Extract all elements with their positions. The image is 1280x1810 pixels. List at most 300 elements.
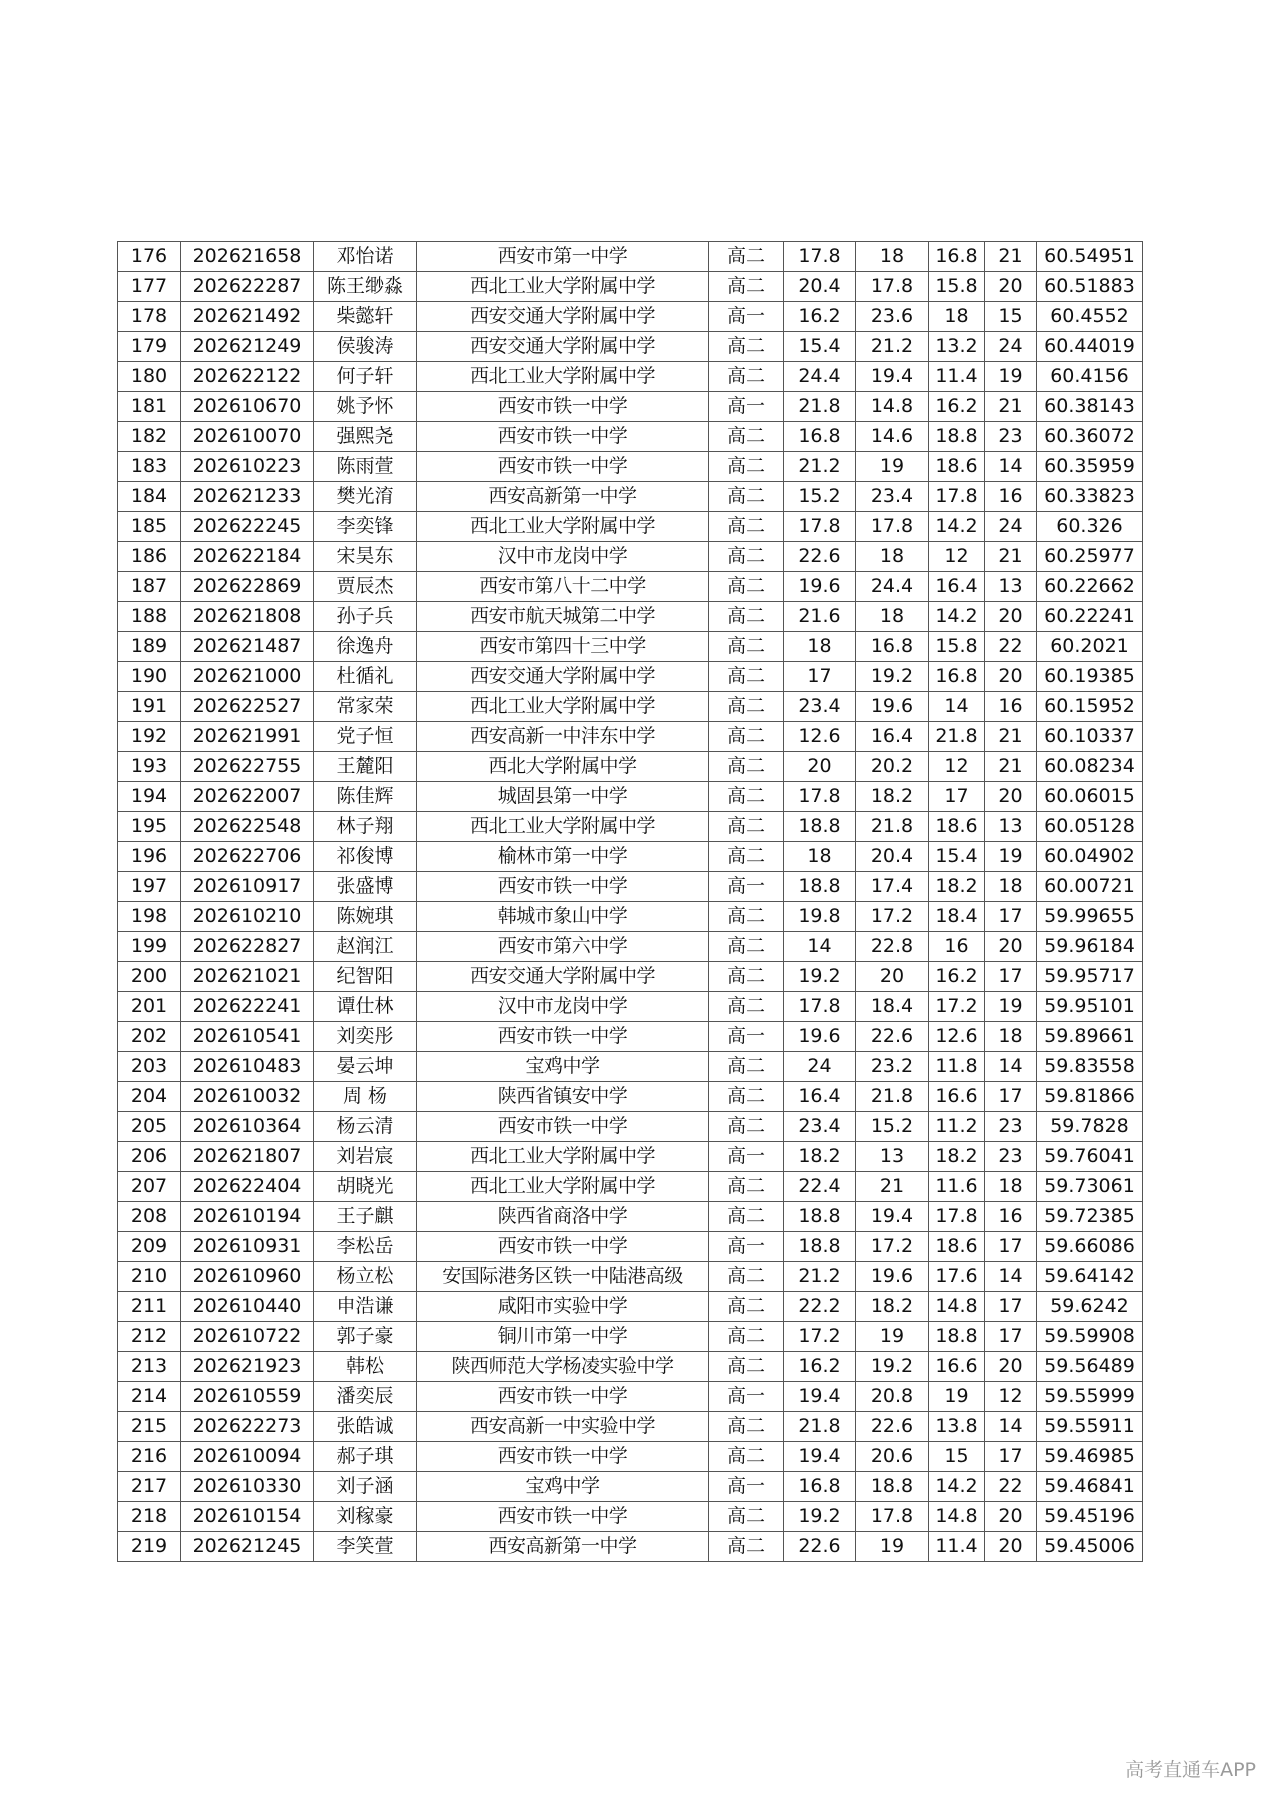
- score-4-cell: 21: [985, 392, 1037, 422]
- total-score-cell: 60.06015: [1037, 782, 1143, 812]
- score-3-cell: 19: [929, 1382, 985, 1412]
- score-3-cell: 18.6: [929, 1232, 985, 1262]
- score-2-cell: 18.4: [856, 992, 929, 1022]
- table-row: [118, 542, 1143, 572]
- total-score-cell: 59.72385: [1037, 1202, 1143, 1232]
- table-row: [118, 482, 1143, 512]
- total-score-cell: 59.66086: [1037, 1232, 1143, 1262]
- school-cell: 汉中市龙岗中学: [417, 542, 709, 572]
- rank-cell: 190: [118, 662, 181, 692]
- score-4-cell: 21: [985, 722, 1037, 752]
- score-2-cell: 16.8: [856, 632, 929, 662]
- score-2-cell: 14.8: [856, 392, 929, 422]
- total-score-cell: 59.64142: [1037, 1262, 1143, 1292]
- rank-cell: 210: [118, 1262, 181, 1292]
- score-3-cell: 16.6: [929, 1352, 985, 1382]
- total-score-cell: 60.36072: [1037, 422, 1143, 452]
- rank-cell: 195: [118, 812, 181, 842]
- total-score-cell: 59.99655: [1037, 902, 1143, 932]
- name-cell: 常家荣: [314, 692, 417, 722]
- score-2-cell: 22.8: [856, 932, 929, 962]
- total-score-cell: 60.38143: [1037, 392, 1143, 422]
- grade-cell: 高二: [709, 1262, 784, 1292]
- score-4-cell: 17: [985, 1292, 1037, 1322]
- score-2-cell: 17.8: [856, 272, 929, 302]
- total-score-cell: 59.81866: [1037, 1082, 1143, 1112]
- score-3-cell: 18.2: [929, 872, 985, 902]
- table-row: [118, 302, 1143, 332]
- table-row: [118, 422, 1143, 452]
- exam-id-cell: 202610541: [181, 1022, 314, 1052]
- total-score-cell: 60.08234: [1037, 752, 1143, 782]
- rank-cell: 199: [118, 932, 181, 962]
- rank-cell: 213: [118, 1352, 181, 1382]
- score-4-cell: 14: [985, 1052, 1037, 1082]
- watermark-text: 高考直通车APP: [1125, 1759, 1256, 1781]
- table-row: [118, 872, 1143, 902]
- grade-cell: 高二: [709, 422, 784, 452]
- score-2-cell: 18.8: [856, 1472, 929, 1502]
- name-cell: 林子翔: [314, 812, 417, 842]
- score-4-cell: 14: [985, 1262, 1037, 1292]
- table-row: [118, 752, 1143, 782]
- rank-cell: 181: [118, 392, 181, 422]
- exam-id-cell: 202610483: [181, 1052, 314, 1082]
- score-4-cell: 18: [985, 1022, 1037, 1052]
- score-1-cell: 21.8: [784, 1412, 856, 1442]
- exam-id-cell: 202610722: [181, 1322, 314, 1352]
- score-3-cell: 13.8: [929, 1412, 985, 1442]
- score-3-cell: 16.2: [929, 962, 985, 992]
- table-row: [118, 902, 1143, 932]
- score-1-cell: 21.2: [784, 452, 856, 482]
- score-1-cell: 17.8: [784, 992, 856, 1022]
- school-cell: 西安交通大学附属中学: [417, 662, 709, 692]
- score-1-cell: 17.8: [784, 782, 856, 812]
- name-cell: 赵润江: [314, 932, 417, 962]
- exam-id-cell: 202610670: [181, 392, 314, 422]
- table-row: [118, 602, 1143, 632]
- total-score-cell: 59.46985: [1037, 1442, 1143, 1472]
- score-4-cell: 14: [985, 1412, 1037, 1442]
- school-cell: 西安市铁一中学: [417, 1442, 709, 1472]
- name-cell: 刘奕彤: [314, 1022, 417, 1052]
- name-cell: 陈婉琪: [314, 902, 417, 932]
- total-score-cell: 60.22241: [1037, 602, 1143, 632]
- rank-cell: 198: [118, 902, 181, 932]
- total-score-cell: 59.96184: [1037, 932, 1143, 962]
- score-4-cell: 16: [985, 1202, 1037, 1232]
- rank-cell: 202: [118, 1022, 181, 1052]
- score-1-cell: 16.2: [784, 1352, 856, 1382]
- exam-id-cell: 202610559: [181, 1382, 314, 1412]
- grade-cell: 高二: [709, 272, 784, 302]
- exam-id-cell: 202610194: [181, 1202, 314, 1232]
- score-1-cell: 22.4: [784, 1172, 856, 1202]
- exam-id-cell: 202622273: [181, 1412, 314, 1442]
- grade-cell: 高二: [709, 632, 784, 662]
- school-cell: 西安高新第一中学: [417, 482, 709, 512]
- total-score-cell: 59.56489: [1037, 1352, 1143, 1382]
- name-cell: 邓怡诺: [314, 242, 417, 272]
- name-cell: 王子麒: [314, 1202, 417, 1232]
- table-row: [118, 662, 1143, 692]
- table-row: [118, 1112, 1143, 1142]
- table-row: [118, 332, 1143, 362]
- exam-id-cell: 202610931: [181, 1232, 314, 1262]
- score-1-cell: 23.4: [784, 1112, 856, 1142]
- total-score-cell: 59.6242: [1037, 1292, 1143, 1322]
- rank-cell: 188: [118, 602, 181, 632]
- score-2-cell: 14.6: [856, 422, 929, 452]
- score-2-cell: 21.2: [856, 332, 929, 362]
- exam-id-cell: 202621021: [181, 962, 314, 992]
- score-3-cell: 18.8: [929, 422, 985, 452]
- school-cell: 西北工业大学附属中学: [417, 512, 709, 542]
- name-cell: 潘奕辰: [314, 1382, 417, 1412]
- exam-id-cell: 202610094: [181, 1442, 314, 1472]
- score-1-cell: 19.8: [784, 902, 856, 932]
- name-cell: 韩松: [314, 1352, 417, 1382]
- name-cell: 宋昊东: [314, 542, 417, 572]
- total-score-cell: 59.45196: [1037, 1502, 1143, 1532]
- score-4-cell: 20: [985, 662, 1037, 692]
- exam-id-cell: 202622869: [181, 572, 314, 602]
- table-row: [118, 1202, 1143, 1232]
- score-3-cell: 17.6: [929, 1262, 985, 1292]
- score-3-cell: 12.6: [929, 1022, 985, 1052]
- grade-cell: 高二: [709, 332, 784, 362]
- exam-id-cell: 202621923: [181, 1352, 314, 1382]
- score-1-cell: 18.8: [784, 1202, 856, 1232]
- total-score-cell: 59.46841: [1037, 1472, 1143, 1502]
- score-4-cell: 20: [985, 1502, 1037, 1532]
- school-cell: 西北工业大学附属中学: [417, 272, 709, 302]
- name-cell: 陈王缈淼: [314, 272, 417, 302]
- rank-cell: 215: [118, 1412, 181, 1442]
- score-3-cell: 12: [929, 752, 985, 782]
- rank-cell: 179: [118, 332, 181, 362]
- score-4-cell: 24: [985, 512, 1037, 542]
- grade-cell: 高二: [709, 1052, 784, 1082]
- score-1-cell: 16.4: [784, 1082, 856, 1112]
- score-3-cell: 18.6: [929, 812, 985, 842]
- score-1-cell: 15.2: [784, 482, 856, 512]
- school-cell: 西北工业大学附属中学: [417, 362, 709, 392]
- name-cell: 申浩谦: [314, 1292, 417, 1322]
- score-3-cell: 11.6: [929, 1172, 985, 1202]
- rank-cell: 197: [118, 872, 181, 902]
- rank-cell: 176: [118, 242, 181, 272]
- school-cell: 西安市第六中学: [417, 932, 709, 962]
- school-cell: 西安市铁一中学: [417, 452, 709, 482]
- total-score-cell: 60.35959: [1037, 452, 1143, 482]
- score-1-cell: 18.8: [784, 872, 856, 902]
- school-cell: 西安市铁一中学: [417, 1502, 709, 1532]
- total-score-cell: 60.00721: [1037, 872, 1143, 902]
- score-1-cell: 22.6: [784, 542, 856, 572]
- school-cell: 汉中市龙岗中学: [417, 992, 709, 1022]
- grade-cell: 高二: [709, 1502, 784, 1532]
- score-1-cell: 17.2: [784, 1322, 856, 1352]
- score-4-cell: 19: [985, 842, 1037, 872]
- grade-cell: 高一: [709, 1382, 784, 1412]
- table-row: [118, 722, 1143, 752]
- name-cell: 党子恒: [314, 722, 417, 752]
- score-2-cell: 23.2: [856, 1052, 929, 1082]
- score-3-cell: 17.2: [929, 992, 985, 1022]
- score-2-cell: 20.2: [856, 752, 929, 782]
- total-score-cell: 59.95717: [1037, 962, 1143, 992]
- table-row: [118, 1262, 1143, 1292]
- total-score-cell: 60.05128: [1037, 812, 1143, 842]
- score-4-cell: 19: [985, 362, 1037, 392]
- grade-cell: 高二: [709, 572, 784, 602]
- total-score-cell: 60.19385: [1037, 662, 1143, 692]
- exam-id-cell: 202621233: [181, 482, 314, 512]
- score-1-cell: 15.4: [784, 332, 856, 362]
- grade-cell: 高二: [709, 1412, 784, 1442]
- score-2-cell: 22.6: [856, 1412, 929, 1442]
- grade-cell: 高一: [709, 872, 784, 902]
- total-score-cell: 59.55911: [1037, 1412, 1143, 1442]
- school-cell: 宝鸡中学: [417, 1052, 709, 1082]
- table-row: [118, 842, 1143, 872]
- score-2-cell: 20.4: [856, 842, 929, 872]
- score-4-cell: 23: [985, 1142, 1037, 1172]
- score-1-cell: 19.6: [784, 572, 856, 602]
- score-2-cell: 17.4: [856, 872, 929, 902]
- grade-cell: 高二: [709, 722, 784, 752]
- score-3-cell: 14: [929, 692, 985, 722]
- exam-id-cell: 202622827: [181, 932, 314, 962]
- school-cell: 西安高新一中实验中学: [417, 1412, 709, 1442]
- exam-id-cell: 202610917: [181, 872, 314, 902]
- name-cell: 刘岩宸: [314, 1142, 417, 1172]
- total-score-cell: 60.44019: [1037, 332, 1143, 362]
- total-score-cell: 59.7828: [1037, 1112, 1143, 1142]
- total-score-cell: 60.04902: [1037, 842, 1143, 872]
- name-cell: 刘稼豪: [314, 1502, 417, 1532]
- score-1-cell: 12.6: [784, 722, 856, 752]
- name-cell: 何子轩: [314, 362, 417, 392]
- rank-cell: 180: [118, 362, 181, 392]
- grade-cell: 高二: [709, 842, 784, 872]
- table-row: [118, 452, 1143, 482]
- table-row: [118, 1022, 1143, 1052]
- grade-cell: 高二: [709, 242, 784, 272]
- total-score-cell: 60.326: [1037, 512, 1143, 542]
- school-cell: 韩城市象山中学: [417, 902, 709, 932]
- total-score-cell: 60.10337: [1037, 722, 1143, 752]
- score-2-cell: 19.6: [856, 1262, 929, 1292]
- score-2-cell: 18.2: [856, 1292, 929, 1322]
- table-row: [118, 1472, 1143, 1502]
- score-4-cell: 20: [985, 1352, 1037, 1382]
- score-2-cell: 16.4: [856, 722, 929, 752]
- score-2-cell: 20.6: [856, 1442, 929, 1472]
- score-3-cell: 11.2: [929, 1112, 985, 1142]
- score-3-cell: 14.2: [929, 1472, 985, 1502]
- table-row: [118, 992, 1143, 1022]
- school-cell: 安国际港务区铁一中陆港高级: [417, 1262, 709, 1292]
- score-2-cell: 15.2: [856, 1112, 929, 1142]
- school-cell: 宝鸡中学: [417, 1472, 709, 1502]
- total-score-cell: 59.89661: [1037, 1022, 1143, 1052]
- exam-id-cell: 202622007: [181, 782, 314, 812]
- score-1-cell: 18.8: [784, 1232, 856, 1262]
- score-2-cell: 17.2: [856, 1232, 929, 1262]
- score-2-cell: 17.2: [856, 902, 929, 932]
- school-cell: 西安市第一中学: [417, 242, 709, 272]
- table-row: [118, 362, 1143, 392]
- table-row: [118, 812, 1143, 842]
- score-1-cell: 17.8: [784, 242, 856, 272]
- exam-id-cell: 202610070: [181, 422, 314, 452]
- score-1-cell: 21.6: [784, 602, 856, 632]
- score-4-cell: 13: [985, 812, 1037, 842]
- rank-cell: 216: [118, 1442, 181, 1472]
- grade-cell: 高一: [709, 1022, 784, 1052]
- name-cell: 陈雨萱: [314, 452, 417, 482]
- rank-cell: 207: [118, 1172, 181, 1202]
- table-row: [118, 1052, 1143, 1082]
- name-cell: 张盛博: [314, 872, 417, 902]
- score-3-cell: 16: [929, 932, 985, 962]
- grade-cell: 高二: [709, 962, 784, 992]
- score-1-cell: 19.4: [784, 1442, 856, 1472]
- rank-cell: 192: [118, 722, 181, 752]
- score-1-cell: 18: [784, 632, 856, 662]
- score-1-cell: 19.2: [784, 1502, 856, 1532]
- rank-cell: 219: [118, 1532, 181, 1562]
- table-row: [118, 632, 1143, 662]
- name-cell: 杨立松: [314, 1262, 417, 1292]
- table-row: [118, 1292, 1143, 1322]
- score-3-cell: 16.8: [929, 662, 985, 692]
- total-score-cell: 59.59908: [1037, 1322, 1143, 1352]
- exam-id-cell: 202610032: [181, 1082, 314, 1112]
- score-3-cell: 15: [929, 1442, 985, 1472]
- school-cell: 西安市第四十三中学: [417, 632, 709, 662]
- total-score-cell: 59.76041: [1037, 1142, 1143, 1172]
- grade-cell: 高二: [709, 992, 784, 1022]
- school-cell: 西安高新一中沣东中学: [417, 722, 709, 752]
- name-cell: 柴懿轩: [314, 302, 417, 332]
- name-cell: 侯骏涛: [314, 332, 417, 362]
- rank-cell: 189: [118, 632, 181, 662]
- score-3-cell: 15.8: [929, 632, 985, 662]
- results-table: [117, 241, 1143, 1562]
- name-cell: 强熙尧: [314, 422, 417, 452]
- total-score-cell: 60.22662: [1037, 572, 1143, 602]
- name-cell: 郭子豪: [314, 1322, 417, 1352]
- score-4-cell: 20: [985, 1532, 1037, 1562]
- score-4-cell: 17: [985, 1442, 1037, 1472]
- school-cell: 陕西省商洛中学: [417, 1202, 709, 1232]
- school-cell: 咸阳市实验中学: [417, 1292, 709, 1322]
- table-row: [118, 1322, 1143, 1352]
- score-4-cell: 17: [985, 1322, 1037, 1352]
- score-1-cell: 18: [784, 842, 856, 872]
- exam-id-cell: 202621991: [181, 722, 314, 752]
- score-1-cell: 22.6: [784, 1532, 856, 1562]
- exam-id-cell: 202622287: [181, 272, 314, 302]
- score-3-cell: 16.2: [929, 392, 985, 422]
- name-cell: 张皓诚: [314, 1412, 417, 1442]
- name-cell: 樊光淯: [314, 482, 417, 512]
- grade-cell: 高二: [709, 1442, 784, 1472]
- score-2-cell: 13: [856, 1142, 929, 1172]
- score-3-cell: 17: [929, 782, 985, 812]
- score-2-cell: 19: [856, 1532, 929, 1562]
- score-4-cell: 18: [985, 1172, 1037, 1202]
- school-cell: 西安市铁一中学: [417, 1232, 709, 1262]
- exam-id-cell: 202622755: [181, 752, 314, 782]
- score-4-cell: 18: [985, 872, 1037, 902]
- table-row: [118, 1142, 1143, 1172]
- name-cell: 纪智阳: [314, 962, 417, 992]
- score-2-cell: 20.8: [856, 1382, 929, 1412]
- score-2-cell: 19.6: [856, 692, 929, 722]
- score-1-cell: 19.2: [784, 962, 856, 992]
- score-1-cell: 16.8: [784, 422, 856, 452]
- school-cell: 西安市航天城第二中学: [417, 602, 709, 632]
- score-3-cell: 11.4: [929, 362, 985, 392]
- score-1-cell: 16.8: [784, 1472, 856, 1502]
- table-row: [118, 1382, 1143, 1412]
- rank-cell: 185: [118, 512, 181, 542]
- table-row: [118, 932, 1143, 962]
- grade-cell: 高一: [709, 1472, 784, 1502]
- exam-id-cell: 202621249: [181, 332, 314, 362]
- name-cell: 杨云清: [314, 1112, 417, 1142]
- grade-cell: 高二: [709, 482, 784, 512]
- score-1-cell: 19.6: [784, 1022, 856, 1052]
- total-score-cell: 60.54951: [1037, 242, 1143, 272]
- score-2-cell: 19.2: [856, 1352, 929, 1382]
- score-1-cell: 16.2: [784, 302, 856, 332]
- table-row: [118, 1232, 1143, 1262]
- table-row: [118, 392, 1143, 422]
- score-2-cell: 18: [856, 602, 929, 632]
- total-score-cell: 59.83558: [1037, 1052, 1143, 1082]
- school-cell: 西安市铁一中学: [417, 392, 709, 422]
- exam-id-cell: 202622404: [181, 1172, 314, 1202]
- score-3-cell: 21.8: [929, 722, 985, 752]
- score-1-cell: 18.2: [784, 1142, 856, 1172]
- total-score-cell: 60.4552: [1037, 302, 1143, 332]
- score-4-cell: 21: [985, 752, 1037, 782]
- school-cell: 西安市铁一中学: [417, 1022, 709, 1052]
- exam-id-cell: 202622527: [181, 692, 314, 722]
- rank-cell: 209: [118, 1232, 181, 1262]
- score-3-cell: 12: [929, 542, 985, 572]
- rank-cell: 183: [118, 452, 181, 482]
- score-1-cell: 17: [784, 662, 856, 692]
- table-row: [118, 692, 1143, 722]
- exam-id-cell: 202610960: [181, 1262, 314, 1292]
- name-cell: 祁俊博: [314, 842, 417, 872]
- grade-cell: 高二: [709, 782, 784, 812]
- school-cell: 西北工业大学附属中学: [417, 1142, 709, 1172]
- school-cell: 西北工业大学附属中学: [417, 812, 709, 842]
- grade-cell: 高一: [709, 1232, 784, 1262]
- school-cell: 西北大学附属中学: [417, 752, 709, 782]
- table-row: [118, 1502, 1143, 1532]
- school-cell: 西北工业大学附属中学: [417, 692, 709, 722]
- score-2-cell: 21.8: [856, 812, 929, 842]
